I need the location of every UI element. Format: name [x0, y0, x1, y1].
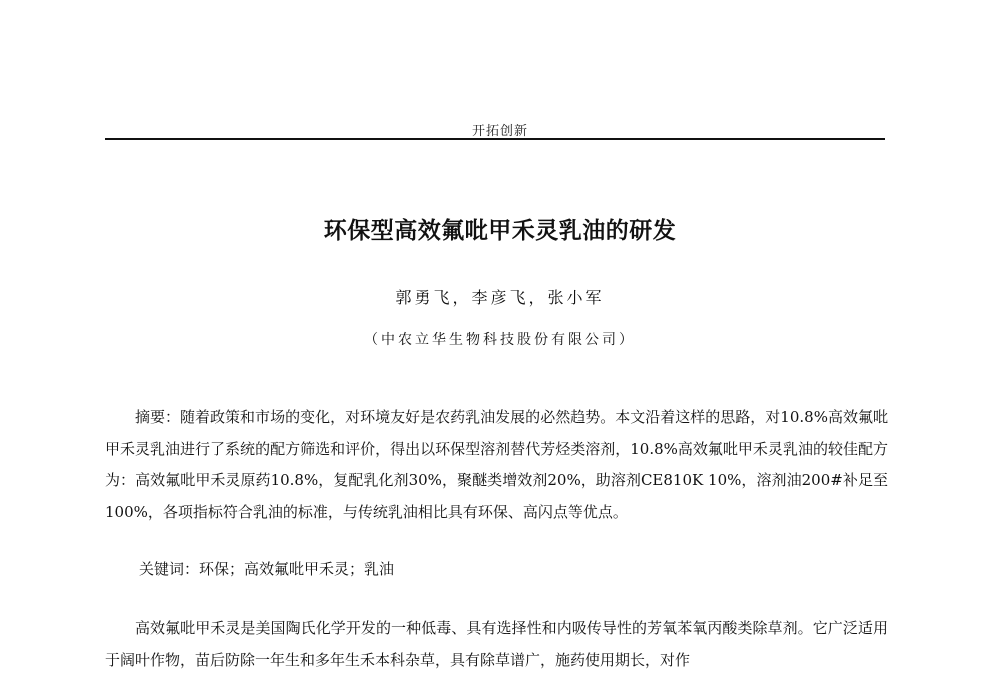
header-divider	[105, 138, 885, 140]
abstract-paragraph: 摘要：随着政策和市场的变化，对环境友好是农药乳油发展的必然趋势。本文沿着这样的思路，对10.8%高效氟吡甲禾灵乳油进行了系统的配方筛选和评价，得出以环保型溶剂替代芳烃类溶剂，10.8%高效氟吡甲禾灵乳油的较佳配方为：高效氟吡甲禾灵原药10.8%，复配乳化剂30%，聚醚类增效剂20%，助溶剂CE810K 10%，溶剂油200#补足至100%，各项指标符合乳油的标准，与传统乳油相比具有环保、高闪点等优点。	[105, 408, 888, 521]
section-header-label: 开拓创新	[471, 124, 528, 139]
article-affiliation: （中农立华生物科技股份有限公司）	[364, 332, 636, 348]
article-authors: 郭勇飞，李彦飞，张小军	[395, 288, 605, 307]
article-title: 环保型高效氟吡甲禾灵乳油的研发	[323, 217, 677, 244]
body-paragraph: 高效氟吡甲禾灵是美国陶氏化学开发的一种低毒、具有选择性和内吸传导性的芳氧苯氧丙酸类除草剂。它广泛适用于阔叶作物，苗后防除一年生和多年生禾本科杂草，具有除草谱广，施药使用期长，对作	[105, 619, 888, 669]
keywords-line: 关键词：环保；高效氟吡甲禾灵；乳油	[139, 560, 395, 578]
